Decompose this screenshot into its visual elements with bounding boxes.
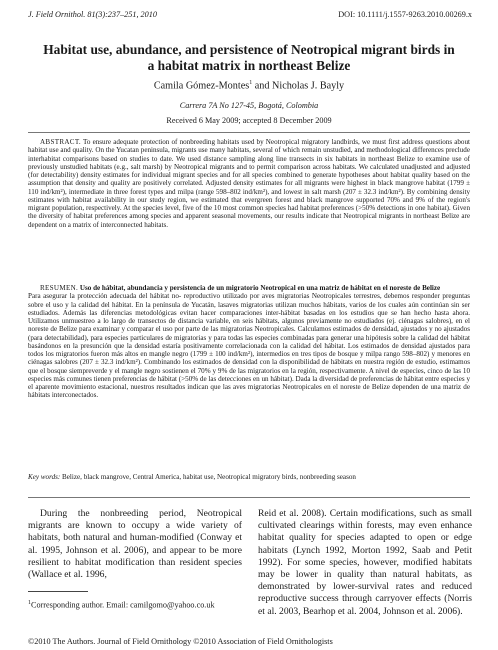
divider-bottom [28, 497, 470, 498]
body-column-right [258, 508, 472, 618]
divider-top [28, 132, 470, 133]
running-header [28, 10, 472, 19]
body-left-text: During the nonbreeding period, Neotropical migrants are known to occupy a wide variety of habitats, both natural and human-modified (Conway et al. 1995, Johnson et al. 2006), and appear to be more resilient to habitat modification than resident species (Wallace et al. 1996, [28, 508, 242, 581]
author-name: Camila Gómez-Montes [153, 80, 250, 92]
footnote-text: Corresponding author. Email: camilgomo@yahoo.co.uk [31, 600, 215, 610]
abstract-label: ABSTRACT. [40, 138, 81, 146]
body-right-text: Reid et al. 2008). Certain modifications, such as small cultivated clearings within forests, may even enhance habitat quality for species adapted to open or edge habitats (Lynch 1992, Morton 1992, Saab and Petit 1992). For some species, however, modified habitats may be lower in quality than natural habitats, as demonstrated by lower-survival rates and reduced reproductive success through carryover effects (Norris et al. 2003, Bearhop et al. 2004, Johnson et al. 2006). [258, 508, 472, 617]
keywords [28, 473, 470, 481]
resumen [28, 284, 470, 400]
author-list [40, 80, 458, 91]
article-title: Habitat use, abundance, and persistence of Neotropical migrant birds in a habitat matrix in northeast Belize [43, 42, 455, 73]
keywords-label: Key words: [28, 473, 61, 481]
resumen-label: RESUMEN. [40, 284, 79, 292]
affiliation: Carrera 7A No 127-45, Bogotá, Colombia [179, 101, 319, 110]
footnote [28, 598, 242, 611]
author-footnote-marker: 1 [249, 80, 253, 86]
author-name: Nicholas J. Bayly [272, 80, 345, 92]
resumen-title: Uso de hábitat, abundancia y persistencia de un migratorio Neotropical en una matriz de hábitat en el noreste de Belize [79, 284, 441, 292]
keywords-text: Belize, black mangrove, Central America, habitat use, Neotropical migratory birds, nonbreeding season [62, 473, 356, 481]
doi: DOI: 10.1111/j.1557-9263.2010.00269.x [338, 10, 472, 19]
footnote-marker: 1 [28, 600, 31, 606]
journal-citation: J. Field Ornithol. 81(3):237–251, 2010 [28, 10, 157, 19]
received-dates: Received 6 May 2009; accepted 8 December 2009 [166, 116, 332, 125]
copyright-line: ©2010 The Authors. Journal of Field Ornithology ©2010 Association of Field Ornithologists [28, 637, 333, 646]
footnote-rule [28, 591, 88, 592]
body-column-left [28, 508, 242, 581]
abstract [28, 138, 470, 229]
abstract-text: To ensure adequate protection of nonbreeding habitats used by Neotropical migratory landbirds, we must first address questions about habitat use and quality. On the Yucatan peninsula, migrants use many habitats, several of which remain unstudied, and methodological differences preclude interhabitat comparisons based on studies to date. We used distance sampling along line transects in six habitats in northeast Belize to examine use of previously unstudied habitats (e.g., salt marsh) by Neotropical migrants and to permit comparison across habitats. We calculated unadjusted and adjusted (for detectability) density estimates for individual migrant species and for all species combined to generate hypotheses about habitat quality based on the assumption that density and quality are positively correlated. Adjusted density estimates for all migrants were highest in black mangrove habitat (1799 ± 110 ind/km²), intermediate in three forest types and milpa (range 598–802 ind/km²), and lowest in salt marsh (207 ± 32.3 ind/km²). By combining density estimates with habitat availability in our study region, we estimated that evergreen forest and black mangrove supported 70% and 9% of the region's migrant population, respectively. At the species level, five of the 10 most common species had habitat preferences (>50% detections in one habitat). Given the diversity of habitat preferences among species and apparent seasonal movements, our results indicate that Neotropical migrants in northeast Belize are dependent on a matrix of interconnected habitats. [28, 138, 470, 229]
resumen-text: Para asegurar la protección adecuada del hábitat no- reproductivo utilizado por aves migratorias Neotropicales terrestres, debemos responder preguntas sobre el uso y la calidad del hábitat. En la península de Yucatán, lasaves migratorias utilizan muchos hábitats, varios de los cuales aún continúan sin ser estudiados. Además las diferencias metodológicas evitan hacer comparaciones inter-hábitat basadas en los estudios que se han hecho hasta ahora. Utilizamos unmuestreo a lo largo de transectos de distancia variable, en seis hábitats, algunos previamente no estudiados (ej. ciénagas salobres), en el noreste de Belize para examinar y comparar el uso por parte de las migratorias Neotropicales. Calculamos estimados de densidad, ajustados y no ajustados (para detectabilidad), para especies particulares de migratorias y para todas las especies combinadas para generar una hipótesis sobre la calidad del hábitat basándonos en la presunción que la densidad estaría positivamente correlacionada con la calidad del hábitat. Los estimados de densidad ajustados para todos los migratorios fueron más altos en mangle negro (1799 ± 100 ind/km²), intermedios en tres tipos de bosque y milpa rango 598–802) y menores en ciénagas salobres (207 ± 32.3 ind/km²). Combinando los estimados de densidad con la disponibilidad de hábitats en nuestra región de estudio, estimamos que el bosque siempreverde y el mangle negro sostienen el 70% y 9% de las migratorios en la región, respectivamente. A nivel de especies, cinco de las 10 especies más comunes tienen preferencias de hábitat (>50% de las detecciones en un hábitat). Dada la diversidad de preferencias de hábitat entre especies y el aparente movimiento estacional, nuestros resultados indican que las aves migratorias Neotropicales en el noreste de Belize dependen de una matriz de hábitats interconectados. [28, 292, 470, 400]
author-joiner: and [252, 80, 272, 92]
